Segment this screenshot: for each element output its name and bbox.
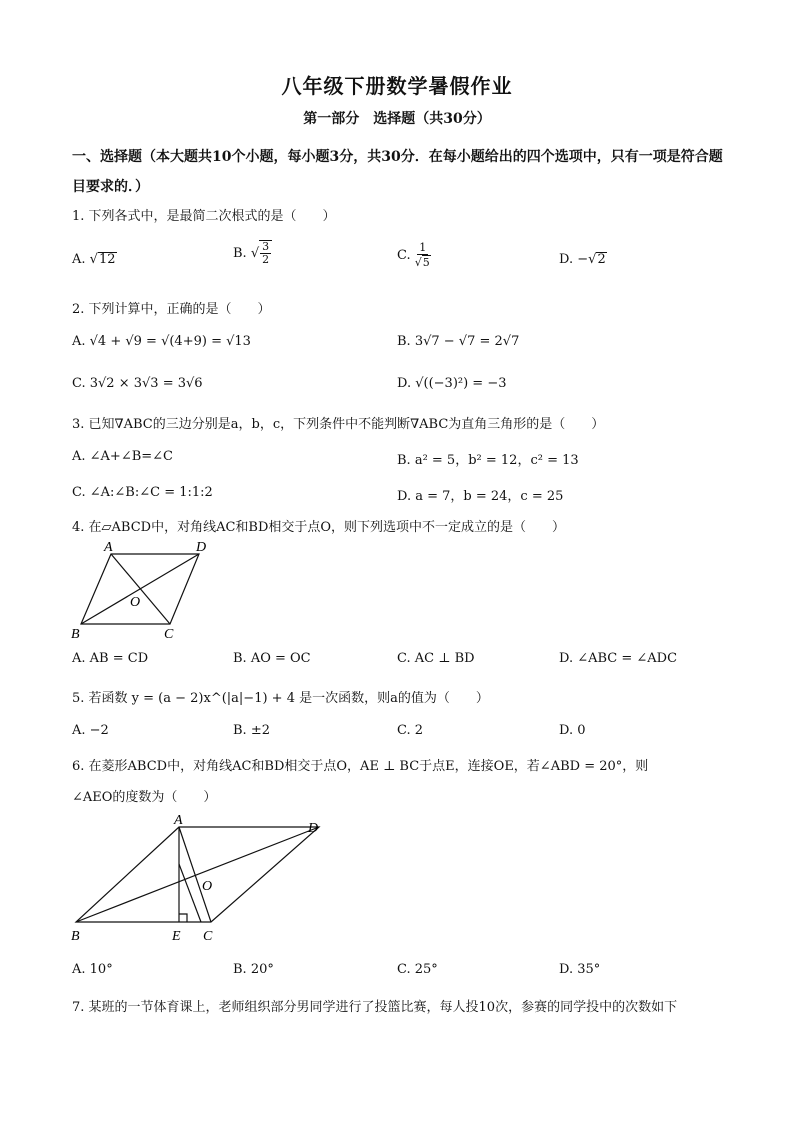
question-1-option-a: A. √12 <box>72 252 116 267</box>
section-heading: 一、选择题（本大题共10个小题，每小题3分，共30分．在每小题给出的四个选项中，只有一项是符合题目要求的．） <box>72 149 723 195</box>
question-1-option-b: B. √ $\frac{3}{2}$ <box>233 240 272 266</box>
question-2-stem: 2. 下列计算中，正确的是（ ） <box>72 302 271 317</box>
parallelogram-figure <box>66 536 226 642</box>
question-3-stem: 3. 已知∇ABC的三边分别是a，b，c，下列条件中不能判断∇ABC为直角三角形的是（ ） <box>72 417 605 432</box>
question-5-stem: 5. 若函数 y = (a − 2)x^(|a|−1) + 4 是一次函数，则a的值为（ ） <box>72 691 489 706</box>
vertex-label-c: C <box>164 627 174 642</box>
question-3-option-b: B. a² = 5，b² = 12，c² = 13 <box>397 453 579 468</box>
question-6-stem-continued: ∠AEO的度数为（ ） <box>72 790 217 805</box>
vertex-label-d: D <box>196 540 207 555</box>
question-2-option-b: B. 3√7 − √7 = 2√7 <box>397 334 520 349</box>
question-5-option-a: A. −2 <box>72 723 109 738</box>
diagonal-bd <box>76 827 319 922</box>
question-3-option-d: D. a = 7，b = 24，c = 25 <box>397 489 564 504</box>
question-4-option-a: A. AB = CD <box>72 651 149 666</box>
question-4-option-d: D. ∠ABC = ∠ADC <box>559 651 678 666</box>
question-6-option-d: D. 35° <box>559 962 601 977</box>
vertex-label-d: D <box>308 821 319 836</box>
vertex-label-b: B <box>71 627 80 642</box>
question-6-option-c: C. 25° <box>397 962 438 977</box>
question-1-stem: 1. 下列各式中，是最简二次根式的是（ ） <box>72 209 336 224</box>
vertex-label-a: A <box>174 814 183 828</box>
vertex-label-b: B <box>71 929 80 944</box>
vertex-label-o: O <box>202 879 213 894</box>
diagonal-bd <box>81 554 199 624</box>
vertex-label-a: A <box>104 540 113 555</box>
question-5-option-d: D. 0 <box>559 723 586 738</box>
vertex-label-o: O <box>130 595 141 610</box>
rhombus-figure <box>66 814 336 946</box>
right-angle-marker <box>179 914 187 922</box>
question-7-stem: 7. 某班的一节体育课上，老师组织部分男同学进行了投篮比赛，每人投10次，参赛的同学投中的次数如下 <box>72 1000 678 1015</box>
question-4-option-c: C. AC ⊥ BD <box>397 651 475 666</box>
vertex-label-c: C <box>203 929 213 944</box>
page-title: 八年级下册数学暑假作业 <box>281 74 513 98</box>
question-4-option-b: B. AO = OC <box>233 651 311 666</box>
question-6-option-a: A. 10° <box>72 962 113 977</box>
question-5-option-c: C. 2 <box>397 723 424 738</box>
question-2-option-c: C. 3√2 × 3√3 = 3√6 <box>72 376 203 391</box>
page-subtitle: 第一部分 选择题（共30分） <box>303 111 491 127</box>
question-1-option-c: C. $\frac{1}{√5}$ <box>397 241 430 269</box>
question-3-option-a: A. ∠A+∠B=∠C <box>72 449 174 464</box>
question-2-option-d: D. √((−3)²) = −3 <box>397 376 507 391</box>
question-2-option-a: A. √4 + √9 = √(4+9) = √13 <box>72 334 251 349</box>
question-6-option-b: B. 20° <box>233 962 274 977</box>
question-5-option-b: B. ±2 <box>233 723 270 738</box>
question-6-stem: 6. 在菱形ABCD中，对角线AC和BD相交于点O，AE ⊥ BC于点E，连接OE，若∠ABD = 20°，则 <box>72 759 649 774</box>
segment-oe <box>179 864 201 922</box>
vertex-label-e: E <box>172 929 181 944</box>
question-1-option-d: D. −√2 <box>559 252 606 267</box>
question-3-option-c: C. ∠A:∠B:∠C = 1:1:2 <box>72 485 213 500</box>
question-4-stem: 4. 在▱ABCD中，对角线AC和BD相交于点O，则下列选项中不一定成立的是（ ） <box>72 520 566 535</box>
